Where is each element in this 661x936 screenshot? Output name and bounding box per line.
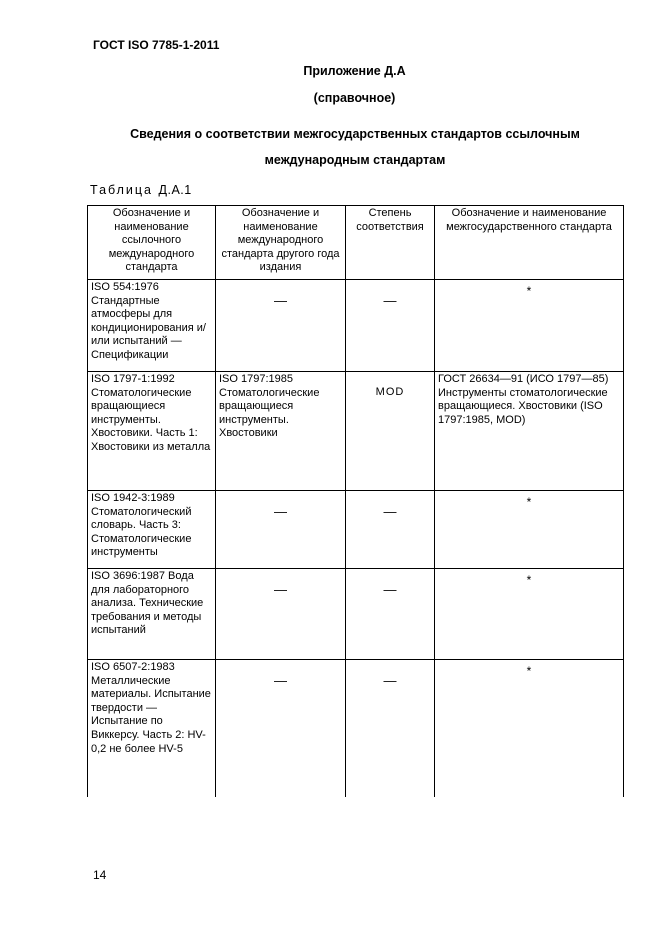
table-cell: ISO 6507-2:1983 Металлические материалы. Испытание твердости — Испытание по Виккерсу. Часть 2: HV-0,2 не более HV-5: [88, 659, 216, 797]
table-cell: —: [216, 568, 346, 659]
table-cell: ISO 3696:1987 Вода для лабораторного анализа. Технические требования и методы испытаний: [88, 568, 216, 659]
table-row: [88, 659, 624, 797]
appendix-title: Приложение Д.А: [303, 64, 406, 78]
table-cell: ГОСТ 26634—91 (ИСО 1797—85) Инструменты стоматологические вращающиеся. Хвостовики (ISO 1797:1985, MOD): [435, 371, 624, 490]
table-cell: *: [435, 659, 624, 797]
header-cell: Степень соответствия: [346, 206, 435, 280]
table-cell: *: [435, 568, 624, 659]
table-cell: ISO 1942-3:1989 Стоматологический словарь. Часть 3: Стоматологические инструменты: [88, 490, 216, 568]
table-cell: —: [216, 490, 346, 568]
document-header: ГОСТ ISO 7785-1-2011: [93, 38, 220, 52]
table-cell: —: [346, 659, 435, 797]
table-cell: *: [435, 279, 624, 371]
table-caption-number: Д.А.1: [158, 183, 192, 197]
table-caption: [90, 183, 192, 197]
table-cell: ISO 1797-1:1992 Стоматологические вращающиеся инструменты. Хвостовики. Часть 1: Хвостовики из металла: [88, 371, 216, 490]
table-row: [88, 371, 624, 490]
table-header-row: [88, 206, 624, 280]
table-row: [88, 279, 624, 371]
section-title: Сведения о соответствии межгосударственных стандартов ссылочным международным стандартам: [130, 127, 580, 167]
table-cell: —: [346, 279, 435, 371]
table-cell: —: [346, 568, 435, 659]
table-cell: MOD: [346, 371, 435, 490]
correspondence-table: [87, 205, 624, 797]
table-cell: *: [435, 490, 624, 568]
appendix-subtitle: (справочное): [313, 91, 396, 105]
table-row: [88, 568, 624, 659]
table-cell: ISO 554:1976 Стандартные атмосферы для кондиционирования и/или испытаний — Спецификации: [88, 279, 216, 371]
header-cell: Обозначение и наименование ссылочного международного стандарта: [88, 206, 216, 280]
table-caption-word: Таблица: [90, 183, 154, 197]
table-cell: —: [216, 659, 346, 797]
header-cell: Обозначение и наименование межгосударственного стандарта: [435, 206, 624, 280]
table-row: [88, 490, 624, 568]
table-cell: ISO 1797:1985 Стоматологические вращающиеся инструменты. Хвостовики: [216, 371, 346, 490]
table-cell: —: [346, 490, 435, 568]
table-cell: —: [216, 279, 346, 371]
page-number: 14: [93, 868, 107, 882]
header-cell: Обозначение и наименование международного стандарта другого года издания: [216, 206, 346, 280]
